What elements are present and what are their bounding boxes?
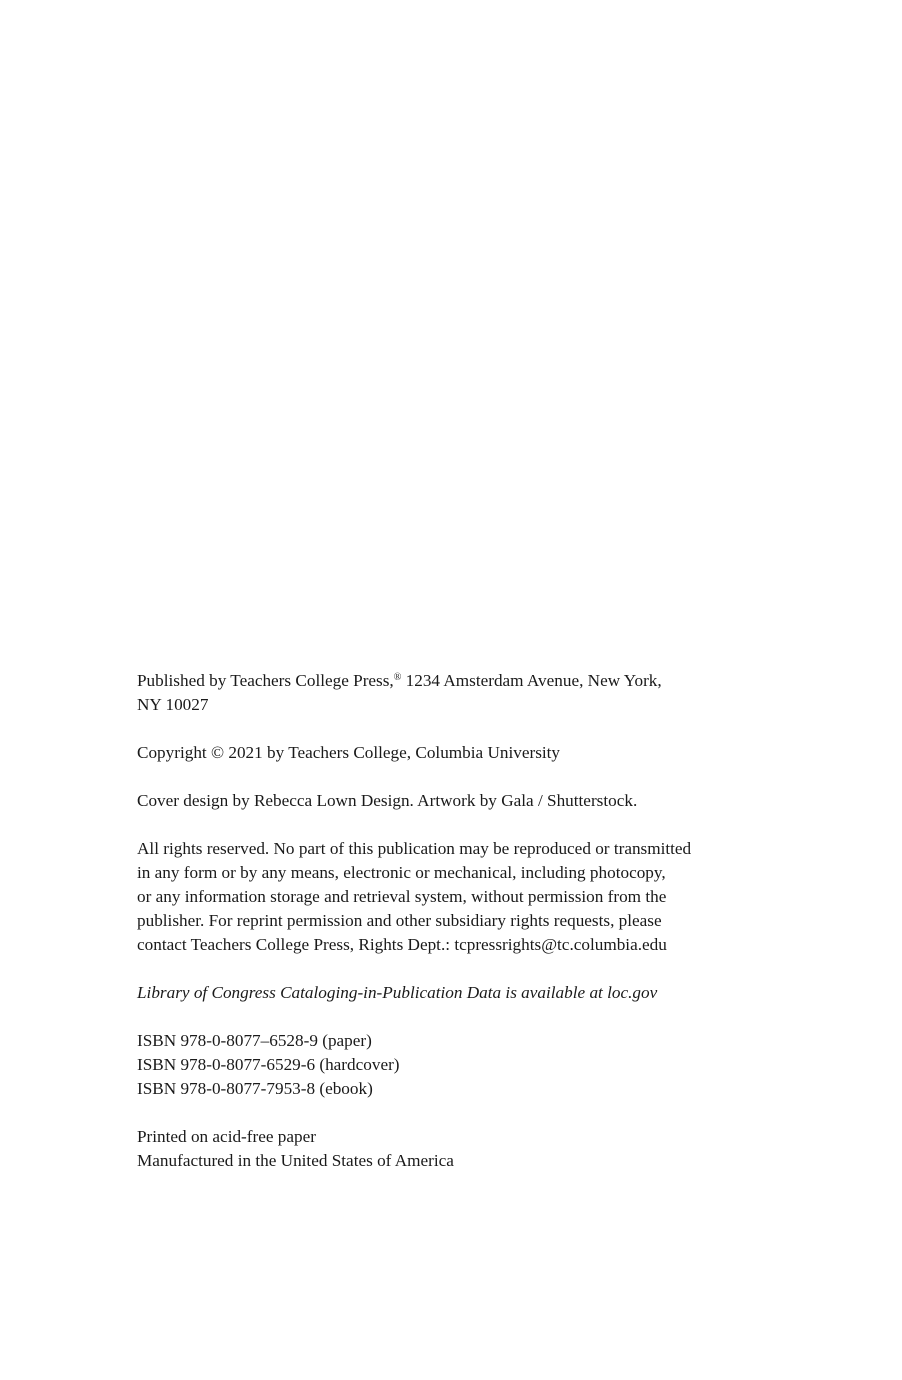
- rights-line: in any form or by any means, electronic or mechanical, including photocopy,: [137, 863, 666, 882]
- isbn-list: [137, 1029, 787, 1101]
- isbn-line: ISBN 978-0-8077–6528-9 (paper): [137, 1031, 372, 1050]
- publisher-name-text: Published by Teachers College Press,: [137, 671, 394, 690]
- publisher-line-1: [137, 669, 787, 693]
- copyright-page-block: [137, 669, 787, 1173]
- cover-credit-line: Cover design by Rebecca Lown Design. Artwork by Gala / Shutterstock.: [137, 791, 638, 810]
- rights-line: contact Teachers College Press, Rights Dept.: tcpressrights@tc.columbia.edu: [137, 935, 667, 954]
- copyright-line: Copyright © 2021 by Teachers College, Columbia University: [137, 743, 561, 762]
- printing-line: Printed on acid-free paper: [137, 1127, 316, 1146]
- printing-line: Manufactured in the United States of America: [137, 1151, 454, 1170]
- publisher-line-2: NY 10027: [137, 695, 209, 714]
- isbn-line: ISBN 978-0-8077-6529-6 (hardcover): [137, 1055, 400, 1074]
- copyright-notice: [137, 741, 787, 765]
- printing-info: [137, 1125, 787, 1173]
- cip-data-note: [137, 981, 787, 1005]
- rights-line: or any information storage and retrieval system, without permission from the: [137, 887, 667, 906]
- cip-line: Library of Congress Cataloging-in-Publication Data is available at loc.gov: [137, 983, 658, 1002]
- cover-credit: [137, 789, 787, 813]
- publisher-address-text: 1234 Amsterdam Avenue, New York,: [401, 671, 662, 690]
- rights-line: publisher. For reprint permission and other subsidiary rights requests, please: [137, 911, 662, 930]
- registered-trademark-mark: ®: [393, 672, 402, 683]
- publisher-info: [137, 669, 787, 717]
- isbn-line: ISBN 978-0-8077-7953-8 (ebook): [137, 1079, 373, 1098]
- rights-line: All rights reserved. No part of this publication may be reproduced or transmitted: [137, 839, 692, 858]
- rights-statement: [137, 837, 787, 957]
